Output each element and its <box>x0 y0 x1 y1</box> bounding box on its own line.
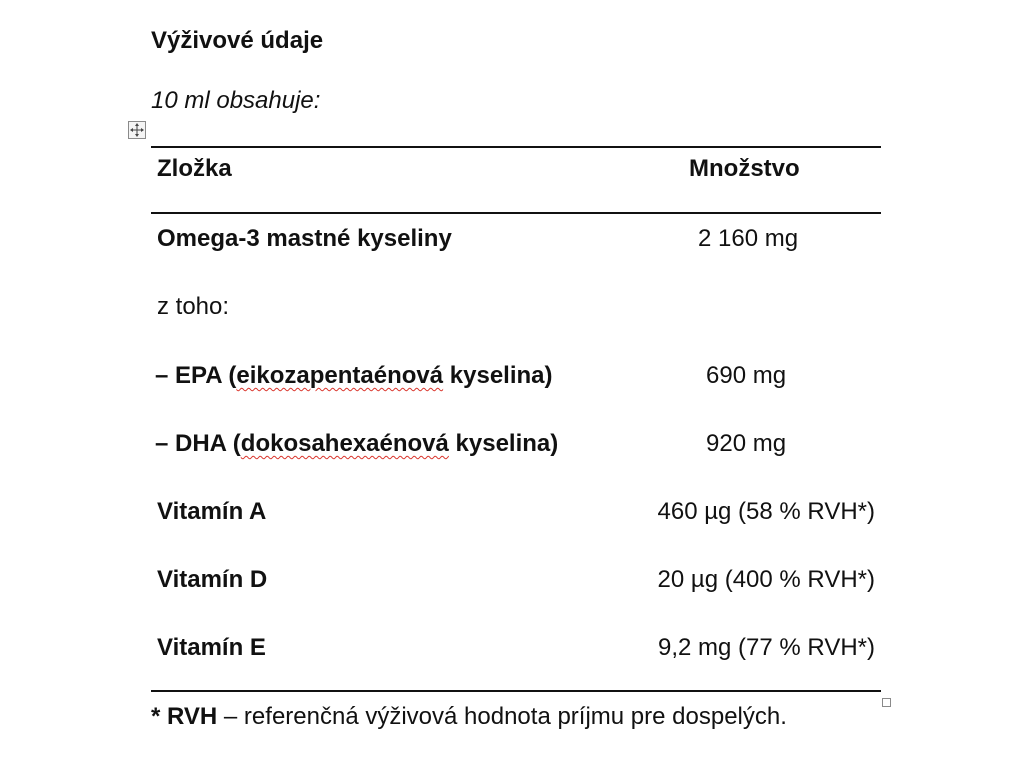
row-omega3-amount: 2 160 mg <box>698 225 799 252</box>
row-dha-spellcheck-word[interactable]: dokosahexaénová <box>240 430 449 457</box>
row-epa-prefix: – EPA ( <box>155 362 237 389</box>
row-dha-amount: 920 mg <box>706 430 787 457</box>
move-arrows-icon <box>129 122 145 138</box>
table-top-border <box>151 146 881 148</box>
document-title: Výživové údaje <box>151 27 324 54</box>
row-epa-suffix: kyselina) <box>443 362 553 389</box>
row-vitamin-d-name: Vitamín D <box>157 566 268 593</box>
row-vitamin-d-amount: 20 µg (400 % RVH*) <box>657 566 875 593</box>
row-omega3-name: Omega-3 mastné kyseliny <box>157 225 452 252</box>
row-vitamin-e-name: Vitamín E <box>157 634 266 661</box>
row-dha-prefix: – DHA ( <box>155 430 241 457</box>
header-bottom-border <box>151 212 881 214</box>
row-vitamin-e-amount: 9,2 mg (77 % RVH*) <box>658 634 875 661</box>
row-of-which-label: z toho: <box>157 293 230 320</box>
footnote-text: – referenčná výživová hodnota príjmu pre dospelých. <box>217 703 787 730</box>
row-epa-amount: 690 mg <box>706 362 787 389</box>
row-vitamin-a-amount: 460 µg (58 % RVH*) <box>657 498 875 525</box>
table-bottom-border <box>151 690 881 692</box>
row-dha-name <box>155 429 558 459</box>
table-resize-handle-icon[interactable] <box>882 698 891 707</box>
row-epa-name <box>155 361 553 391</box>
footnote-marker: * RVH <box>151 703 218 730</box>
footnote <box>151 702 787 732</box>
row-epa-spellcheck-word[interactable]: eikozapentaénová <box>236 362 444 389</box>
row-dha-suffix: kyselina) <box>448 430 559 457</box>
header-ingredient: Zložka <box>157 155 232 182</box>
row-vitamin-a-name: Vitamín A <box>157 498 267 525</box>
header-amount: Množstvo <box>689 155 800 182</box>
table-move-handle-icon[interactable] <box>128 121 146 139</box>
document-subtitle: 10 ml obsahuje: <box>151 87 321 114</box>
